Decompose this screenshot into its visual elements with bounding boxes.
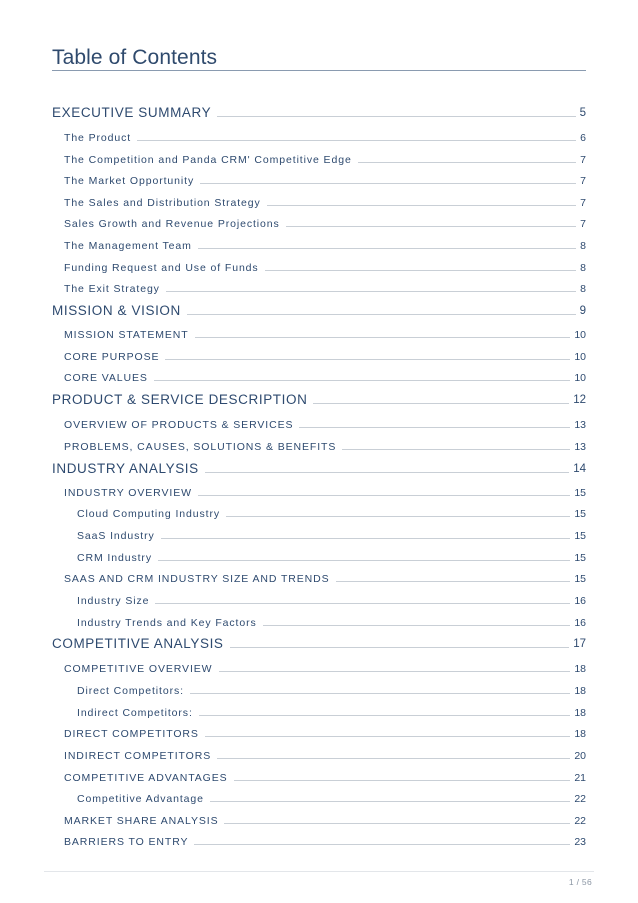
toc-entry-label: CORE PURPOSE: [64, 350, 160, 363]
toc-entry[interactable]: [77, 588, 586, 606]
toc-entry-page: 7: [580, 153, 586, 166]
toc-entry-page: 9: [579, 304, 586, 317]
toc-entry[interactable]: [64, 808, 586, 826]
toc-entry-label: OVERVIEW OF PRODUCTS & SERVICES: [64, 418, 294, 431]
toc-leader-line: [198, 248, 576, 249]
toc-entry-label: MISSION STATEMENT: [64, 328, 189, 341]
toc-entry[interactable]: [77, 678, 586, 696]
toc-entry-label: The Management Team: [64, 239, 192, 252]
toc-leader-line: [200, 183, 576, 184]
toc-entry-page: 18: [574, 662, 586, 675]
toc-leader-line: [195, 337, 571, 338]
toc-entry-page: 22: [574, 792, 586, 805]
toc-entry-label: Indirect Competitors:: [77, 706, 193, 719]
toc-entry-page: 10: [574, 371, 586, 384]
toc-entry-page: 8: [580, 282, 586, 295]
toc-leader-line: [199, 715, 571, 716]
toc-entry[interactable]: [64, 434, 586, 452]
toc-entry[interactable]: [52, 457, 586, 475]
toc-leader-line: [194, 844, 570, 845]
toc-entry-label: MISSION & VISION: [52, 302, 181, 318]
toc-entry-page: 15: [574, 572, 586, 585]
toc-entry-label: COMPETITIVE OVERVIEW: [64, 662, 213, 675]
toc-leader-line: [313, 403, 569, 404]
toc-entry-label: INDUSTRY ANALYSIS: [52, 460, 199, 476]
toc-leader-line: [230, 647, 570, 648]
toc-entry[interactable]: [77, 501, 586, 519]
toc-entry[interactable]: [77, 700, 586, 718]
toc-leader-line: [198, 495, 570, 496]
toc-entry[interactable]: [64, 656, 586, 674]
toc-entry[interactable]: [77, 545, 586, 563]
toc-entry-page: 16: [574, 616, 586, 629]
toc-entry-page: 8: [580, 261, 586, 274]
toc-entry[interactable]: [64, 829, 586, 847]
toc-leader-line: [217, 116, 575, 117]
toc-leader-line: [210, 801, 570, 802]
toc-entry[interactable]: [52, 632, 586, 650]
toc-entry[interactable]: [64, 276, 586, 294]
footer-divider: [44, 871, 594, 872]
toc-entry-label: Cloud Computing Industry: [77, 507, 220, 520]
toc-entry[interactable]: [64, 412, 586, 430]
toc-entry-label: The Product: [64, 131, 132, 144]
toc-entry-label: Sales Growth and Revenue Projections: [64, 217, 280, 230]
toc-entry[interactable]: [64, 721, 586, 739]
toc-entry[interactable]: [64, 255, 586, 273]
toc-entry[interactable]: [64, 190, 586, 208]
toc-entry-label: SAAS AND CRM INDUSTRY SIZE AND TRENDS: [64, 572, 330, 585]
toc-leader-line: [155, 603, 570, 604]
toc-entry-label: PROBLEMS, CAUSES, SOLUTIONS & BENEFITS: [64, 440, 337, 453]
toc-entry-page: 6: [580, 131, 586, 144]
toc-entry-page: 5: [579, 106, 586, 119]
toc-entry-page: 10: [574, 350, 586, 363]
toc-leader-line: [336, 581, 571, 582]
toc-entry-label: CRM Industry: [77, 551, 152, 564]
toc-leader-line: [265, 270, 577, 271]
toc-entry[interactable]: [64, 480, 586, 498]
toc-leader-line: [299, 427, 570, 428]
toc-entry-page: 7: [580, 217, 586, 230]
toc-entry[interactable]: [64, 233, 586, 251]
toc-leader-line: [205, 472, 569, 473]
toc-leader-line: [205, 736, 570, 737]
toc-entry-page: 10: [574, 328, 586, 341]
toc-entry-label: COMPETITIVE ANALYSIS: [52, 635, 224, 651]
toc-entry[interactable]: [64, 365, 586, 383]
toc-entry-label: The Sales and Distribution Strategy: [64, 196, 261, 209]
toc-entry-label: Competitive Advantage: [77, 792, 204, 805]
toc-entry-page: 18: [574, 727, 586, 740]
toc-entry[interactable]: [64, 344, 586, 362]
toc-entry[interactable]: [64, 147, 586, 165]
toc-entry-page: 18: [574, 684, 586, 697]
page-title: Table of Contents: [52, 46, 218, 69]
toc-entry[interactable]: [64, 566, 586, 584]
toc-entry[interactable]: [64, 322, 586, 340]
toc-entry-label: COMPETITIVE ADVANTAGES: [64, 771, 228, 784]
toc-entry-page: 21: [574, 771, 586, 784]
toc-leader-line: [342, 449, 570, 450]
toc-leader-line: [234, 780, 571, 781]
toc-entry-page: 23: [574, 835, 586, 848]
toc-entry[interactable]: [77, 610, 586, 628]
toc-entry-page: 15: [574, 507, 586, 520]
toc-entry[interactable]: [77, 786, 586, 804]
toc-entry-label: The Competition and Panda CRM' Competitive Edge: [64, 153, 352, 166]
toc-entry-page: 8: [580, 239, 586, 252]
toc-leader-line: [161, 538, 571, 539]
toc-entry-label: INDIRECT COMPETITORS: [64, 749, 212, 762]
toc-entry-page: 7: [580, 196, 586, 209]
toc-entry-label: INDUSTRY OVERVIEW: [64, 486, 192, 499]
toc-leader-line: [158, 560, 570, 561]
toc-leader-line: [154, 380, 571, 381]
toc-entry-label: MARKET SHARE ANALYSIS: [64, 814, 219, 827]
toc-entry-label: CORE VALUES: [64, 371, 148, 384]
toc-entry-page: 15: [574, 486, 586, 499]
toc-leader-line: [226, 516, 570, 517]
toc-entry-label: Industry Trends and Key Factors: [77, 616, 257, 629]
toc-entry-label: EXECUTIVE SUMMARY: [52, 104, 212, 120]
toc-entry-page: 13: [574, 418, 586, 431]
toc-leader-line: [187, 314, 576, 315]
toc-entry[interactable]: [64, 125, 586, 143]
toc-leader-line: [190, 693, 570, 694]
toc-leader-line: [165, 359, 570, 360]
toc-entry-label: SaaS Industry: [77, 529, 155, 542]
toc-leader-line: [263, 625, 571, 626]
toc-entry-label: PRODUCT & SERVICE DESCRIPTION: [52, 391, 308, 407]
toc-entry[interactable]: [52, 299, 586, 317]
toc-entry-page: 18: [574, 706, 586, 719]
toc-entry-page: 20: [574, 749, 586, 762]
toc-entry-label: The Market Opportunity: [64, 174, 195, 187]
toc-entry[interactable]: [52, 388, 586, 406]
toc-leader-line: [224, 823, 570, 824]
toc-entry-label: Industry Size: [77, 594, 150, 607]
toc-entry-label: BARRIERS TO ENTRY: [64, 835, 189, 848]
toc-entry-page: 14: [573, 462, 586, 475]
toc-leader-line: [217, 758, 570, 759]
toc-entry-page: 16: [574, 594, 586, 607]
toc-entry-label: The Exit Strategy: [64, 282, 160, 295]
toc-entry-page: 15: [574, 529, 586, 542]
toc-leader-line: [166, 291, 576, 292]
toc-leader-line: [358, 162, 576, 163]
page-indicator: 1 / 56: [568, 877, 592, 887]
toc-entry-page: 13: [574, 440, 586, 453]
toc-entry-page: 15: [574, 551, 586, 564]
toc-entry[interactable]: [64, 743, 586, 761]
toc-entry[interactable]: [77, 523, 586, 541]
toc-entry[interactable]: [64, 765, 586, 783]
toc-leader-line: [286, 226, 576, 227]
toc-leader-line: [267, 205, 576, 206]
toc-entry-page: 7: [580, 174, 586, 187]
toc-leader-line: [219, 671, 571, 672]
toc-entry-page: 17: [573, 637, 586, 650]
toc-entry-page: 12: [573, 393, 586, 406]
toc-entry-label: Funding Request and Use of Funds: [64, 261, 259, 274]
toc-entry[interactable]: [52, 101, 586, 119]
toc-entry-label: DIRECT COMPETITORS: [64, 727, 199, 740]
toc-entry[interactable]: [64, 211, 586, 229]
toc-entry-page: 22: [574, 814, 586, 827]
toc-leader-line: [137, 140, 576, 141]
toc-entry[interactable]: [64, 168, 586, 186]
toc-entry-label: Direct Competitors:: [77, 684, 184, 697]
